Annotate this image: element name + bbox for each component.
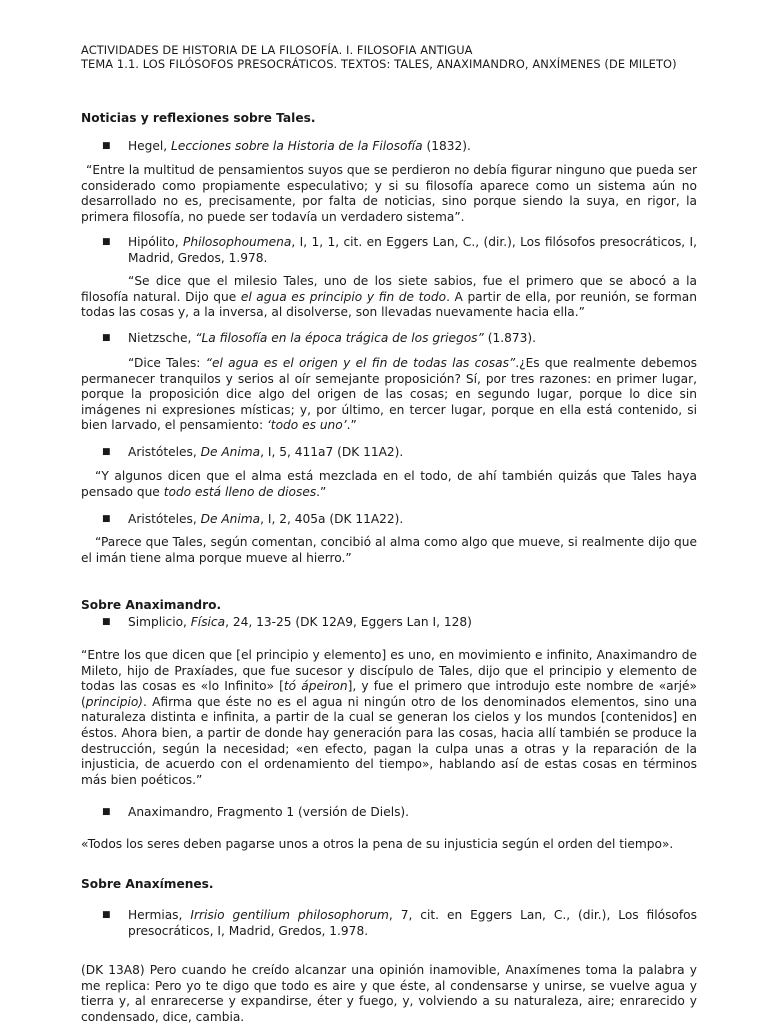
bullet-icon: ■ [102,617,111,627]
reference-aristoteles-2: ■ Aristóteles, De Anima, I, 2, 405a (DK 11A22). [102,512,404,526]
quote-nietzsche: “Dice Tales: “el agua es el origen y el fin de todas las cosas”.¿Es que realmente debemos permanecer tranquilos y serios al oír semejante proposición? Sí, por tres razones: en primer lugar, porque la proposición dice algo del origen de las cosas; en segundo lugar, porque lo dice sin imágenes ni expresiones místicas; y, por último, en tercer lugar, porque en ella está contenido, si bien larvado, el pensamiento: ‘todo es uno’.” [81,356,697,433]
quote-aristoteles-1: “Y algunos dicen que el alma está mezclada en el todo, de ahí también quizás que Tales haya pensado que todo está lleno de dioses.” [81,469,697,499]
bullet-icon: ■ [102,333,111,343]
reference-nietzsche: ■ Nietzsche, “La filosofía en la época trágica de los griegos” (1.873). [102,331,536,345]
reference-simplicio: ■ Simplicio, Física, 24, 13-25 (DK 12A9, Eggers Lan I, 128) [102,615,472,629]
bullet-icon: ■ [102,910,111,920]
reference-hipolito: ■ Hipólito, Philosophoumena, I, 1, 1, cit. en Eggers Lan, C., (dir.), Los filósofos presocráticos, I, Madrid, Gredos, 1.978. [102,235,698,265]
reference-hermias: ■ Hermias, Irrisio gentilium philosophorum, 7, cit. en Eggers Lan, C., (dir.), Los filósofos presocráticos, I, Madrid, Gredos, 1.978. [102,908,697,938]
reference-aristoteles-1: ■ Aristóteles, De Anima, I, 5, 411a7 (DK 11A2). [102,445,404,459]
quote-hipolito: “Se dice que el milesio Tales, uno de los siete sabios, fue el primero que se abocó a la filosofía natural. Dijo que el agua es principio y fin de todo. A partir de ella, por reunión, se forman todas las cosas y, a la inversa, al disolverse, son llevadas nuevamente hacia ella.” [81,274,697,320]
header-line-1: ACTIVIDADES DE HISTORIA DE LA FILOSOFÍA. I. FILOSOFIA ANTIGUA [81,43,473,57]
bullet-icon: ■ [102,237,111,247]
document-header [81,44,697,71]
quote-hegel: “Entre la multitud de pensamientos suyos que se perdieron no debía figurar ninguno que pueda ser considerado como propiamente especulativo; y si su filosofía aparece como un sistema aún no desarrollado no es, precisamente, por falta de noticias, sino porque siendo la suya, en rigor, la primera filosofía, no puede ser todavía un verdadero sistema”. [81,163,697,224]
quote-fragmento-1: «Todos los seres deben pagarse unos a otros la pena de su injusticia según el orden del tiempo». [81,837,674,851]
reference-fragmento-1: ■ Anaximandro, Fragmento 1 (versión de Diels). [102,805,410,819]
quote-simplicio: “Entre los que dicen que [el principio y elemento] es uno, en movimiento e infinito, Anaximandro de Mileto, hijo de Praxíades, que fue sucesor y discípulo de Tales, dijo que el principio y elemento de todas las cosas es «lo Infinito» [tó ápeiron], y fue el primero que introdujo este nombre de «arjé» (principio). Afirma que éste no es el agua ni ningún otro de los denominados elementos, sino una naturaleza distinta e infinita, a partir de la cual se generan los cielos y los mundos [contenidos] en éstos. Ahora bien, a partir de donde hay generación para las cosas, hacia allí también se produce la destrucción, según la necesidad; «en efecto, pagan la culpa unas a otras y la reparación de la injusticia, de acuerdo con el ordenamiento del tiempo», hablando así de estas cosas en términos más bien poéticos.” [81,648,698,787]
bullet-icon: ■ [102,447,111,457]
quote-aristoteles-2: “Parece que Tales, según comentan, concibió al alma como algo que mueve, si realmente dijo que el imán tiene alma porque mueve al hierro.” [81,535,697,565]
reference-hegel: ■ Hegel, Lecciones sobre la Historia de la Filosofía (1832). [102,139,471,153]
quote-hermias: (DK 13A8) Pero cuando he creído alcanzar una opinión inamovible, Anaxímenes toma la palabra y me replica: Pero yo te digo que todo es aire y que éste, al condensarse y unirse, se vuelve agua y tierra y, al enrarecerse y expandirse, éter y fuego, y, volviendo a su naturaleza, aire; enrarecido y condensado, dice, cambia. [81,963,697,1024]
section-heading-anaximandro: Sobre Anaximandro. [81,598,222,612]
section-heading-tales: Noticias y reflexiones sobre Tales. [81,111,316,125]
bullet-icon: ■ [102,807,111,817]
header-line-2: TEMA 1.1. LOS FILÓSOFOS PRESOCRÁTICOS. TEXTOS: TALES, ANAXIMANDRO, ANXÍMENES (DE MILETO) [81,56,677,71]
bullet-icon: ■ [102,141,111,151]
bullet-icon: ■ [102,514,111,524]
section-heading-anaximenes: Sobre Anaxímenes. [81,877,214,891]
